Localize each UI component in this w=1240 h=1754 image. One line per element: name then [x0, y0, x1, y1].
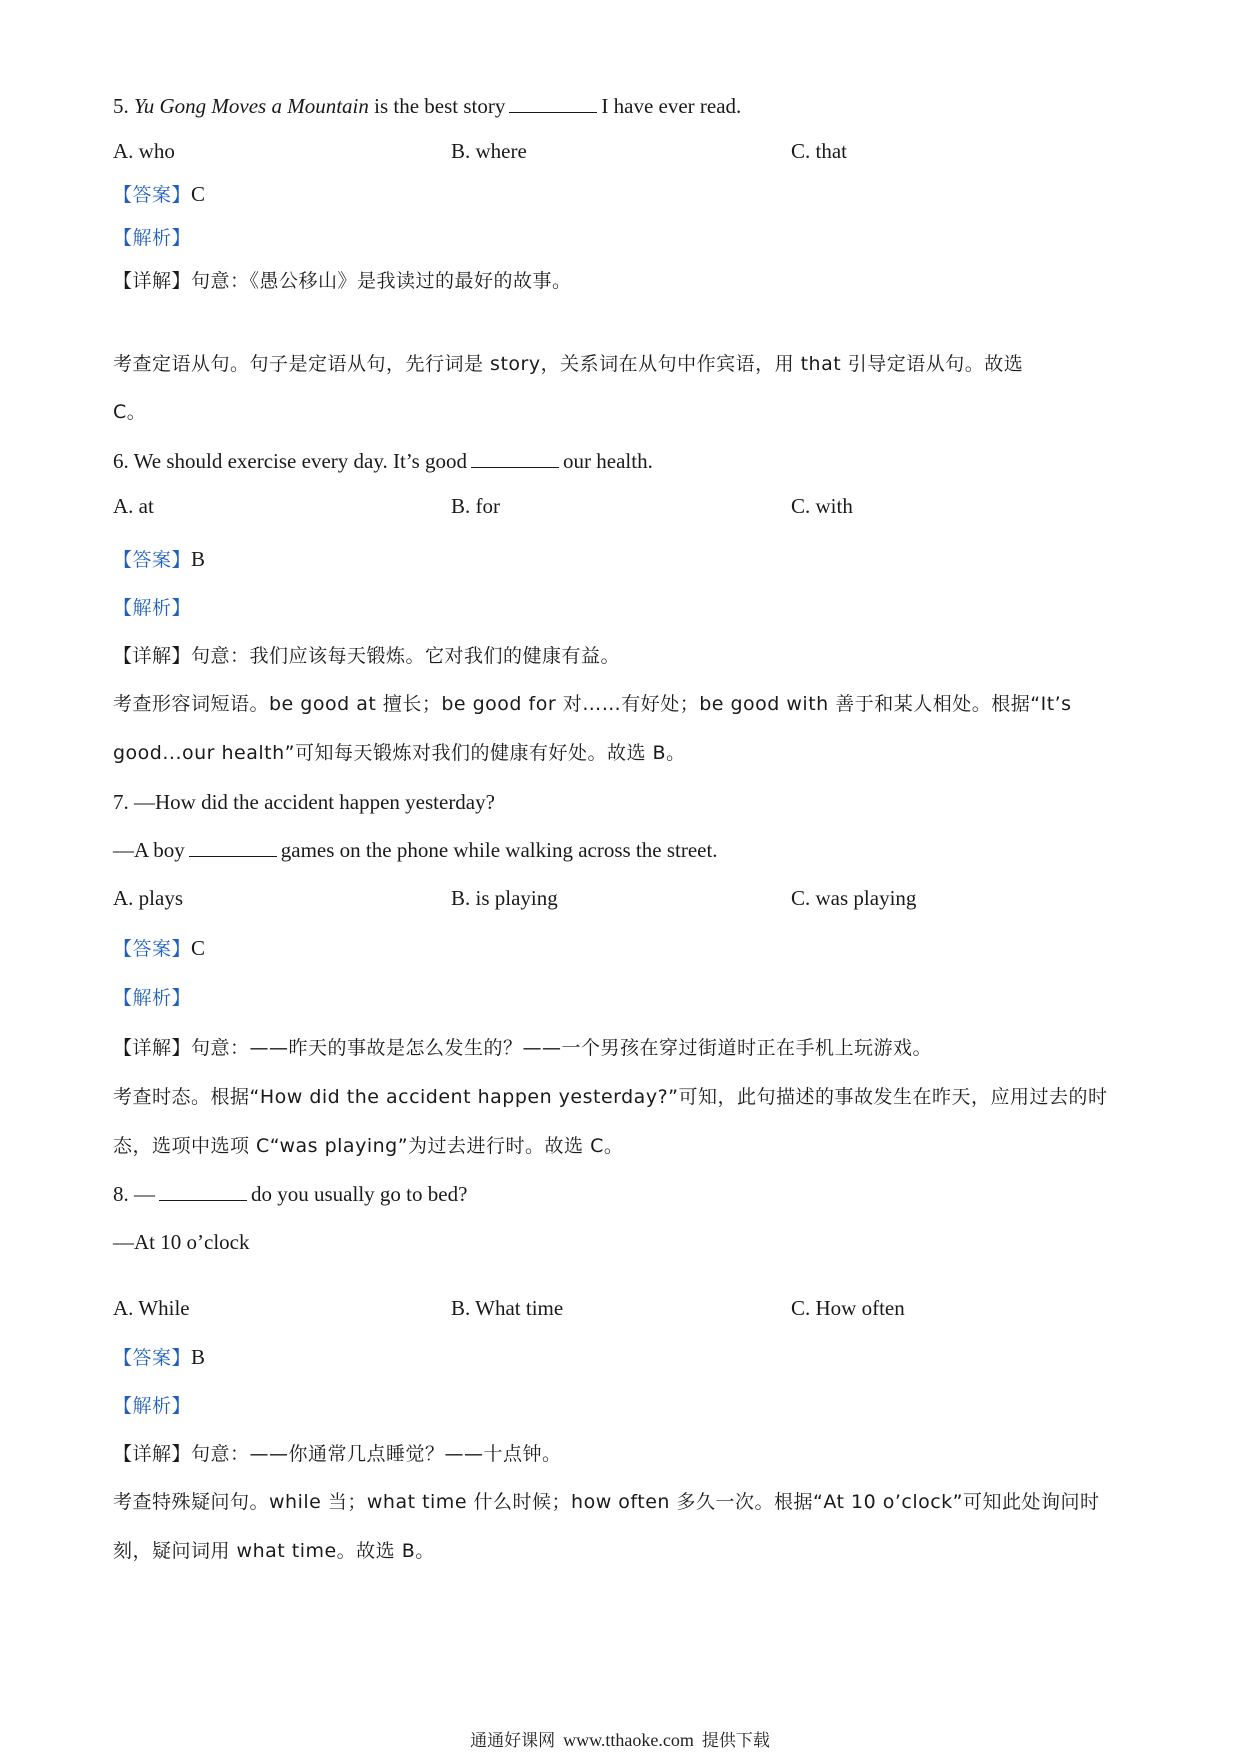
- question-7-reply: —A boy games on the phone while walking across the street.: [113, 838, 718, 862]
- question-7-detail: 【详解】句意：——昨天的事故是怎么发生的？——一个男孩在穿过街道时正在手机上玩游戏。: [113, 1037, 933, 1059]
- question-8-detail: 【详解】句意：——你通常几点睡觉？——十点钟。: [113, 1443, 562, 1465]
- option-c: C. was playing: [791, 886, 917, 910]
- question-8-analysis-label: 【解析】: [113, 1395, 192, 1417]
- option-b: B. What time: [451, 1296, 564, 1320]
- option-b: B. is playing: [451, 886, 558, 910]
- footer-suffix: 提供下载: [701, 1731, 770, 1751]
- question-5-explanation: 考查定语从句。句子是定语从句，先行词是 story，关系词在从句中作宾语，用 that 引导定语从句。故选: [113, 353, 1024, 375]
- option-a: A. While: [113, 1296, 190, 1320]
- question-6-explanation: 考查形容词短语。be good at 擅长；be good for 对……有好处；be good with 善于和某人相处。根据“It’s: [113, 693, 1072, 715]
- question-8-answer: 【答案】B: [113, 1345, 206, 1369]
- question-5-explanation-cont: C。: [113, 401, 147, 423]
- question-7-explanation-cont: 态，选项中选项 C“was playing”为过去进行时。故选 C。: [113, 1135, 624, 1157]
- question-7-explanation: 考查时态。根据“How did the accident happen yesterday?”可知，此句描述的事故发生在昨天，应用过去的时: [113, 1086, 1108, 1108]
- footer-site-name: 通通好课网: [470, 1731, 556, 1751]
- question-8: 8. — do you usually go to bed?: [113, 1182, 468, 1206]
- answer-blank: [189, 836, 277, 857]
- question-7: 7. —How did the accident happen yesterday?: [113, 790, 495, 814]
- question-7-analysis-label: 【解析】: [113, 987, 192, 1009]
- answer-blank: [471, 447, 559, 468]
- option-a: A. who: [113, 139, 175, 163]
- option-a: A. at: [113, 494, 154, 518]
- question-5-analysis-label: 【解析】: [113, 227, 192, 249]
- question-8-explanation-cont: 刻，疑问词用 what time。故选 B。: [113, 1540, 435, 1562]
- answer-blank: [509, 92, 597, 113]
- question-6-explanation-cont: good...our health”可知每天锻炼对我们的健康有好处。故选 B。: [113, 742, 686, 764]
- question-7-answer: 【答案】C: [113, 936, 206, 960]
- page-footer: [0, 1728, 1240, 1753]
- question-6-answer: 【答案】B: [113, 547, 206, 571]
- question-8-explanation: 考查特殊疑问句。while 当；what time 什么时候；how often 多久一次。根据“At 10 o’clock”可知此处询问时: [113, 1491, 1100, 1513]
- question-8-reply: —At 10 o’clock: [113, 1230, 250, 1254]
- option-c: C. that: [791, 139, 847, 163]
- option-b: B. for: [451, 494, 500, 518]
- question-5: 5. Yu Gong Moves a Mountain is the best story I have ever read.: [113, 94, 742, 118]
- option-a: A. plays: [113, 886, 183, 910]
- option-b: B. where: [451, 139, 527, 163]
- question-6: 6. We should exercise every day. It’s good our health.: [113, 449, 653, 473]
- question-6-analysis-label: 【解析】: [113, 597, 192, 619]
- question-5-detail: 【详解】句意：《愚公移山》是我读过的最好的故事。: [113, 270, 572, 292]
- option-c: C. How often: [791, 1296, 905, 1320]
- footer-url[interactable]: www.tthaoke.com: [563, 1730, 694, 1750]
- question-6-detail: 【详解】句意：我们应该每天锻炼。它对我们的健康有益。: [113, 645, 621, 667]
- option-c: C. with: [791, 494, 853, 518]
- story-title: Yu Gong Moves a Mountain: [134, 94, 369, 118]
- question-5-answer: 【答案】C: [113, 182, 206, 206]
- answer-blank: [159, 1180, 247, 1201]
